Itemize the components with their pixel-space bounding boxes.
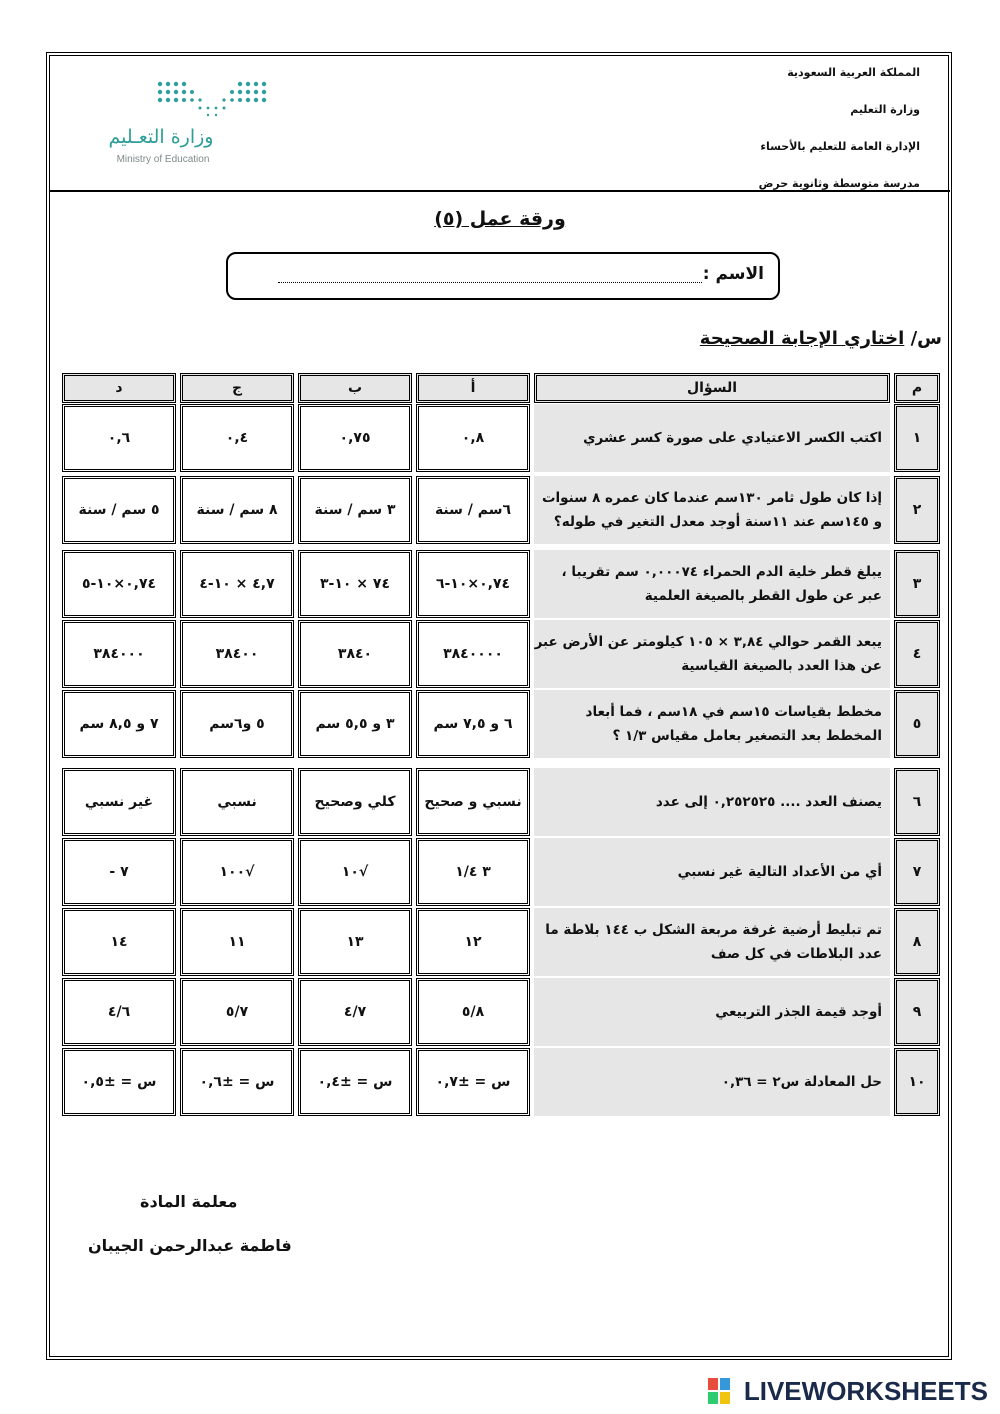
- answer-option-b[interactable]: ٧٤ × ١٠-٣: [298, 550, 412, 618]
- answer-option-d[interactable]: ٧ و ٨,٥ سم: [62, 690, 176, 758]
- question-text: أي من الأعداد التالية غير نسبي: [534, 838, 890, 906]
- header-block: [759, 64, 920, 193]
- question-text: أوجد قيمة الجذر التربيعي: [534, 978, 890, 1046]
- answer-option-a[interactable]: ٣٨٤٠٠٠٠: [416, 620, 530, 688]
- answer-option-c[interactable]: ٥/٧: [180, 978, 294, 1046]
- question-text: اكتب الكسر الاعتيادي على صورة كسر عشري: [534, 404, 890, 472]
- row-number: ١: [894, 404, 940, 472]
- row-number: ٩: [894, 978, 940, 1046]
- question-prefix: س/: [910, 328, 942, 349]
- answer-option-a[interactable]: ١٢: [416, 908, 530, 976]
- column-header-c: ج: [180, 373, 294, 403]
- ministry-logo: [96, 78, 276, 168]
- answer-option-b[interactable]: ٣٨٤٠: [298, 620, 412, 688]
- answer-option-c[interactable]: س = ±٠,٦: [180, 1048, 294, 1116]
- answer-option-b[interactable]: كلي وصحيح: [298, 768, 412, 836]
- teacher-role: معلمة المادة: [140, 1192, 238, 1211]
- answer-option-a[interactable]: س = ±٠,٧: [416, 1048, 530, 1116]
- answer-option-d[interactable]: ١٤: [62, 908, 176, 976]
- question-text: يبلغ قطر خلية الدم الحمراء ٠,٠٠٠٧٤ سم تقريبا ، عبر عن طول القطر بالصيغة العلمية: [534, 550, 890, 618]
- column-header-q: السؤال: [534, 373, 890, 403]
- row-number: ١٠: [894, 1048, 940, 1116]
- answer-option-a[interactable]: ٦ و ٧,٥ سم: [416, 690, 530, 758]
- teacher-name: فاطمة عبدالرحمن الجيبان: [88, 1236, 292, 1255]
- liveworksheets-brand: LIVEWORKSHEETS: [743, 1376, 988, 1406]
- answer-option-a[interactable]: نسبي و صحيح: [416, 768, 530, 836]
- answer-option-c[interactable]: ٤,٧ × ١٠-٤: [180, 550, 294, 618]
- row-number: ٧: [894, 838, 940, 906]
- column-header-d: د: [62, 373, 176, 403]
- question-text: مخطط بقياسات ١٥سم في ١٨سم ، فما أبعاد المخطط بعد التصغير بعامل مقياس ١/٣ ؟: [534, 690, 890, 758]
- worksheet-title: ورقة عمل (٥): [434, 208, 566, 230]
- answer-option-a[interactable]: ٥/٨: [416, 978, 530, 1046]
- answer-option-d[interactable]: ٤/٦: [62, 978, 176, 1046]
- answer-option-d[interactable]: ٣٨٤٠٠٠: [62, 620, 176, 688]
- answer-option-c[interactable]: نسبي: [180, 768, 294, 836]
- answer-option-d[interactable]: ٠,٧٤×١٠-٥: [62, 550, 176, 618]
- answer-option-c[interactable]: ١١: [180, 908, 294, 976]
- answer-option-b[interactable]: ٣ و ٥,٥ سم: [298, 690, 412, 758]
- logo-dots-icon: [156, 78, 268, 118]
- logo-text-arabic: وزارة التعـليم: [108, 126, 214, 148]
- answer-option-d[interactable]: س = ±٠,٥: [62, 1048, 176, 1116]
- name-box: [226, 252, 780, 300]
- answer-option-c[interactable]: ٠,٤: [180, 404, 294, 472]
- answer-option-b[interactable]: ١٣: [298, 908, 412, 976]
- row-number: ٣: [894, 550, 940, 618]
- answer-option-b[interactable]: ٠,٧٥: [298, 404, 412, 472]
- answer-option-c[interactable]: ٥ و٦سم: [180, 690, 294, 758]
- answer-option-a[interactable]: ٠,٧٤×١٠-٦: [416, 550, 530, 618]
- answer-option-d[interactable]: غير نسبي: [62, 768, 176, 836]
- header-line-1: المملكة العربية السعودية: [787, 66, 920, 79]
- answer-option-c[interactable]: √١٠٠: [180, 838, 294, 906]
- column-header-b: ب: [298, 373, 412, 403]
- answer-option-d[interactable]: ٥ سم / سنة: [62, 476, 176, 544]
- question-text: حل المعادلة س٢ = ٠,٣٦: [534, 1048, 890, 1116]
- row-number: ٢: [894, 476, 940, 544]
- answer-option-b[interactable]: ٣ سم / سنة: [298, 476, 412, 544]
- answer-option-a[interactable]: ٠,٨: [416, 404, 530, 472]
- question-title: [700, 328, 942, 349]
- liveworksheets-logo-icon: [708, 1378, 730, 1404]
- logo-text-english: Ministry of Education: [116, 154, 210, 165]
- answer-option-b[interactable]: √١٠: [298, 838, 412, 906]
- question-text: إذا كان طول ثامر ١٣٠سم عندما كان عمره ٨ سنوات و ١٤٥سم عند ١١سنة أوجد معدل التغير في طوله؟: [534, 476, 890, 544]
- answer-option-b[interactable]: س = ±٠,٤: [298, 1048, 412, 1116]
- name-label: الاسم :: [702, 264, 764, 284]
- question-text: تم تبليط أرضية غرفة مربعة الشكل ب ١٤٤ بلاطة ما عدد البلاطات في كل صف: [534, 908, 890, 976]
- row-number: ٨: [894, 908, 940, 976]
- header-line-4: مدرسة متوسطة وثانوية حرض: [758, 177, 920, 190]
- answer-option-d[interactable]: ٠,٦: [62, 404, 176, 472]
- column-header-a: أ: [416, 373, 530, 403]
- answer-option-c[interactable]: ٨ سم / سنة: [180, 476, 294, 544]
- header-line-2: وزارة التعليم: [850, 103, 920, 116]
- row-number: ٦: [894, 768, 940, 836]
- question-instruction: اختاري الإجابة الصحيحة: [699, 328, 905, 349]
- header-line-3: الإدارة العامة للتعليم بالأحساء: [760, 140, 920, 153]
- name-input-line[interactable]: [278, 282, 702, 283]
- answer-option-a[interactable]: ٣ ١/٤: [416, 838, 530, 906]
- column-header-n: م: [894, 373, 940, 403]
- answer-option-b[interactable]: ٤/٧: [298, 978, 412, 1046]
- answer-option-a[interactable]: ٦سم / سنة: [416, 476, 530, 544]
- row-number: ٤: [894, 620, 940, 688]
- row-number: ٥: [894, 690, 940, 758]
- question-text: يبعد القمر حوالي ٣,٨٤ × ١٠٥ كيلومتر عن الأرض عبر عن هذا العدد بالصيغة القياسية: [534, 620, 890, 688]
- answer-option-c[interactable]: ٣٨٤٠٠: [180, 620, 294, 688]
- answer-option-d[interactable]: ٧ -: [62, 838, 176, 906]
- question-text: يصنف العدد .... ٠,٢٥٢٥٢٥ إلى عدد: [534, 768, 890, 836]
